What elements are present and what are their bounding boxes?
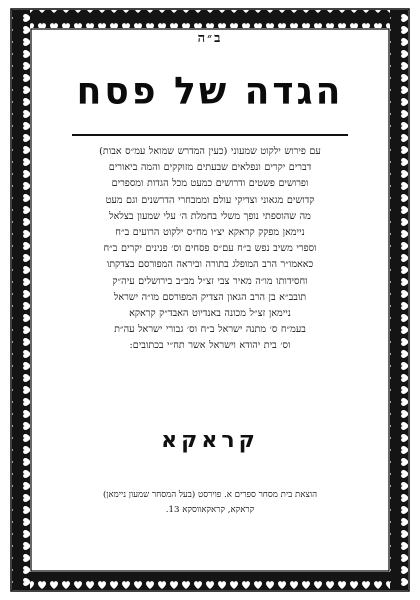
page-title: הגדה של פסח [76, 69, 344, 113]
text-line: כאאמו״ר הרב המופלג בתורה וביראה המפורסם בצדקתו [106, 259, 314, 271]
text-line: וס׳ בית יהודא וישראל אשר תח״י בכתובים: [129, 340, 291, 352]
text-line: עם פירוש ילקוט שמעוני (כעין המדרש שמואל עמ״ס אבות) [99, 146, 321, 157]
text-line: בעמ״ח ס׳ מתנה ישראל ב״ח וס׳ גבורי ישראל עה״ת [114, 324, 306, 336]
title-rule [72, 134, 348, 136]
bh-header: ב״ה [197, 31, 223, 46]
publisher-line: הוצאת בית מסחר ספרים א. פוירסט (בעל המסחר שמעון ניימאן) [102, 490, 318, 500]
description-paragraph [50, 144, 370, 355]
publisher-address: קראקא, קראקאווסקא 13. [165, 505, 255, 515]
text-line: וספרי משיב נפש ב״ח עם״ס פסחים וס׳ פנינים יקרים ב״ח [103, 243, 317, 255]
text-line: דברים יקרים ונפלאים שבעתים מזוקקים והמה ביאורים [108, 162, 312, 174]
city-name: קראקא [161, 428, 259, 453]
text-line: ניימאן מפקק קראקא יצ״ו מח״ס ילקוט הרועים ב״ח [115, 227, 305, 239]
page-content [42, 30, 378, 570]
text-line: ניימאן זצ״ל מכונה באנדיוט האבד״ק קראקא [129, 308, 291, 320]
publisher-info [52, 488, 368, 518]
text-line: מה שהוספתי נופך משלי בחמלת ה׳ עלי שמעון בצלאל [109, 210, 311, 222]
text-line: וחסידותו מו״ה מאיר צבי זצ״ל מב״ב בירושלים עיה״ק [112, 275, 308, 287]
text-line: קדושים מגאוני וצדיקי עולם וממבחרי הדרשנים וגם מעט [105, 194, 315, 206]
text-line: תובב״א בן הרב הגאון הצדיק המפורסם מו״ה ישראל [113, 291, 307, 303]
text-line: ופרושים פשטים ודרושים כמעט מכל הגדות ומספרים [111, 178, 309, 190]
